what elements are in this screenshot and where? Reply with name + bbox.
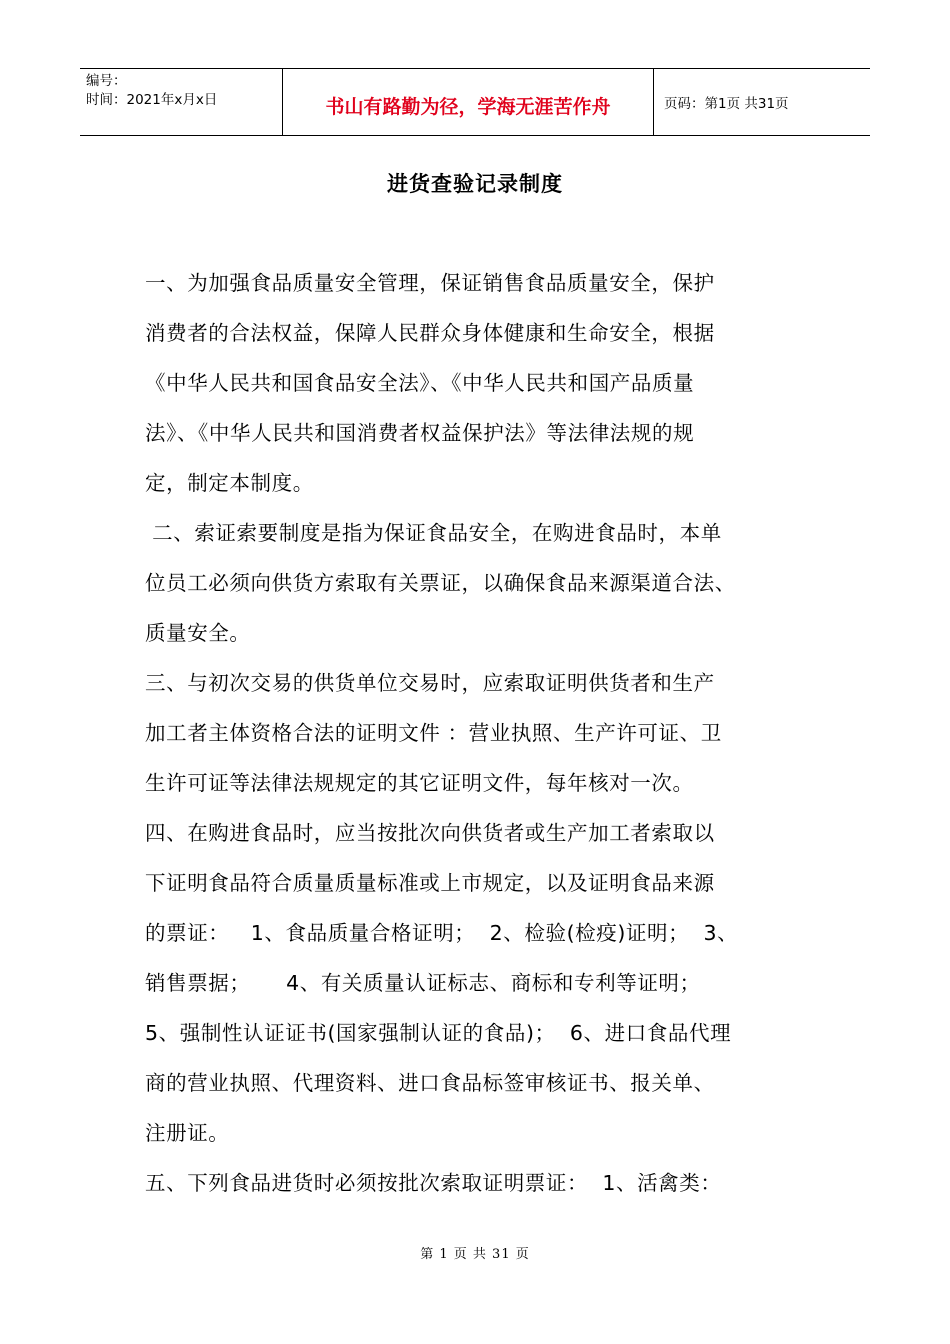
motto-text: 书山有路勤为径，学海无涯苦作舟 [325,95,611,118]
body-line: 位员工必须向供货方索取有关票证，以确保食品来源渠道合法、 [145,571,736,595]
document-header [80,68,870,136]
body-line: 商的营业执照、代理资料、进口食品标签审核证书、报关单、 [145,1071,715,1095]
body-line: 四、在购进食品时，应当按批次向供货者或生产加工者索取以 [145,821,715,845]
body-line: 5、强制性认证证书(国家强制认证的食品)； 6、进口食品代理 [145,1021,732,1045]
document-body [145,258,845,1208]
body-line: 生许可证等法律法规规定的其它证明文件，每年核对一次。 [145,771,694,795]
body-line: 定，制定本制度。 [145,471,314,495]
body-line: 加工者主体资格合法的证明文件 ：营业执照、生产许可证、卫 [145,721,722,745]
body-line: 五、下列食品进货时必须按批次索取证明票证： 1、活禽类： [145,1171,722,1195]
body-line: 法》、《中华人民共和国消费者权益保护法》等法律法规的规 [145,421,695,445]
header-page-cell [654,69,870,135]
body-line: 一、为加强食品质量安全管理，保证销售食品质量安全，保护 [145,271,715,295]
page-footer: 第 1 页 共 31 页 [420,1247,530,1262]
page-info: 页码：第1页 共31页 [664,96,789,112]
body-line: 下证明食品符合质量质量标准或上市规定，以及证明食品来源 [145,871,715,895]
time-label: 时间：2021年x月x日 [86,92,218,108]
body-line: 的票证： 1、食品质量合格证明； 2、检验(检疫)证明； 3、 [145,921,739,945]
number-label: 编号： [86,73,127,89]
document-title: 进货查验记录制度 [387,172,563,196]
body-line: 《中华人民共和国食品安全法》、《中华人民共和国产品质量 [145,371,695,395]
body-line: 消费者的合法权益，保障人民群众身体健康和生命安全，根据 [145,321,715,345]
header-motto-cell [282,69,654,135]
header-meta-cell [80,69,282,135]
body-line: 二、索证索要制度是指为保证食品安全，在购进食品时，本单 [145,521,722,545]
body-line: 三、与初次交易的供货单位交易时，应索取证明供货者和生产 [145,671,715,695]
body-line: 销售票据； 4、有关质量认证标志、商标和专利等证明； [145,971,701,995]
body-line: 质量安全。 [145,621,251,645]
body-line: 注册证。 [145,1121,230,1145]
